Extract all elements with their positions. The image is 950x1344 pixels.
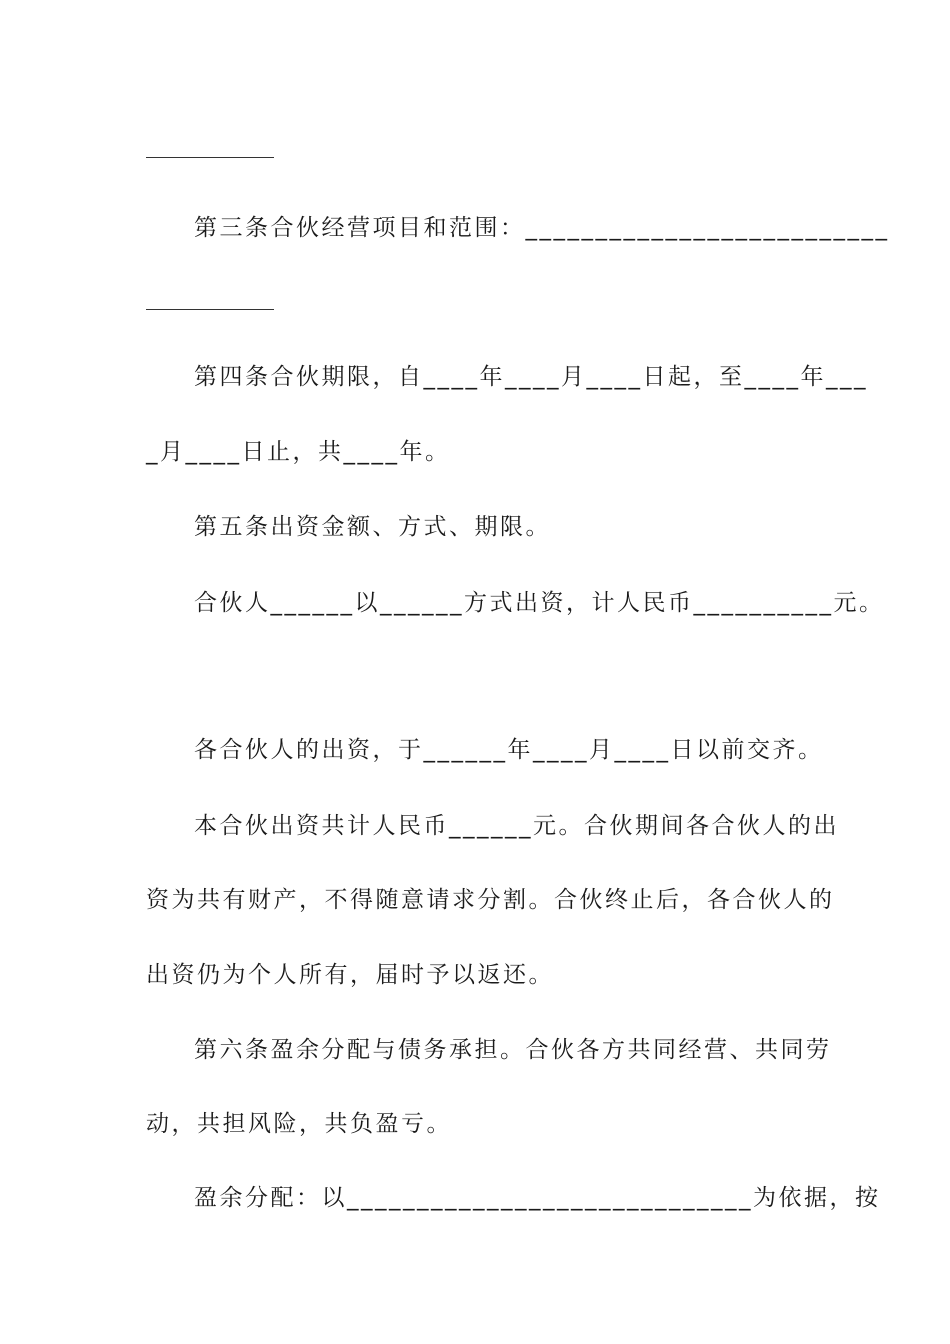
- article-5-total-line-1: 本合伙出资共计人民币______元。合伙期间各合伙人的出: [194, 813, 839, 839]
- profit-distribution-line: 盈余分配：以_____________________________为依据，按: [194, 1185, 881, 1211]
- blank-underline: [146, 309, 274, 310]
- article-5-deadline-line: 各合伙人的出资，于______年____月____日以前交齐。: [194, 737, 824, 763]
- blank-underline: [146, 157, 274, 158]
- article-5-partner-line: 合伙人______以______方式出资，计人民币__________元。: [194, 590, 885, 616]
- article-4-line-2: _月____日止，共____年。: [146, 439, 451, 465]
- article-6-line-1: 第六条盈余分配与债务承担。合伙各方共同经营、共同劳: [194, 1037, 832, 1063]
- article-6-line-2: 动，共担风险，共负盈亏。: [146, 1111, 452, 1137]
- article-3-line: 第三条合伙经营项目和范围：__________________________: [194, 215, 890, 241]
- article-5-total-line-3: 出资仍为个人所有，届时予以返还。: [146, 962, 554, 988]
- article-5-total-line-2: 资为共有财产，不得随意请求分割。合伙终止后，各合伙人的: [146, 887, 835, 913]
- article-5-heading: 第五条出资金额、方式、期限。: [194, 514, 551, 540]
- article-4-line-1: 第四条合伙期限，自____年____月____日起，至____年___: [194, 364, 868, 390]
